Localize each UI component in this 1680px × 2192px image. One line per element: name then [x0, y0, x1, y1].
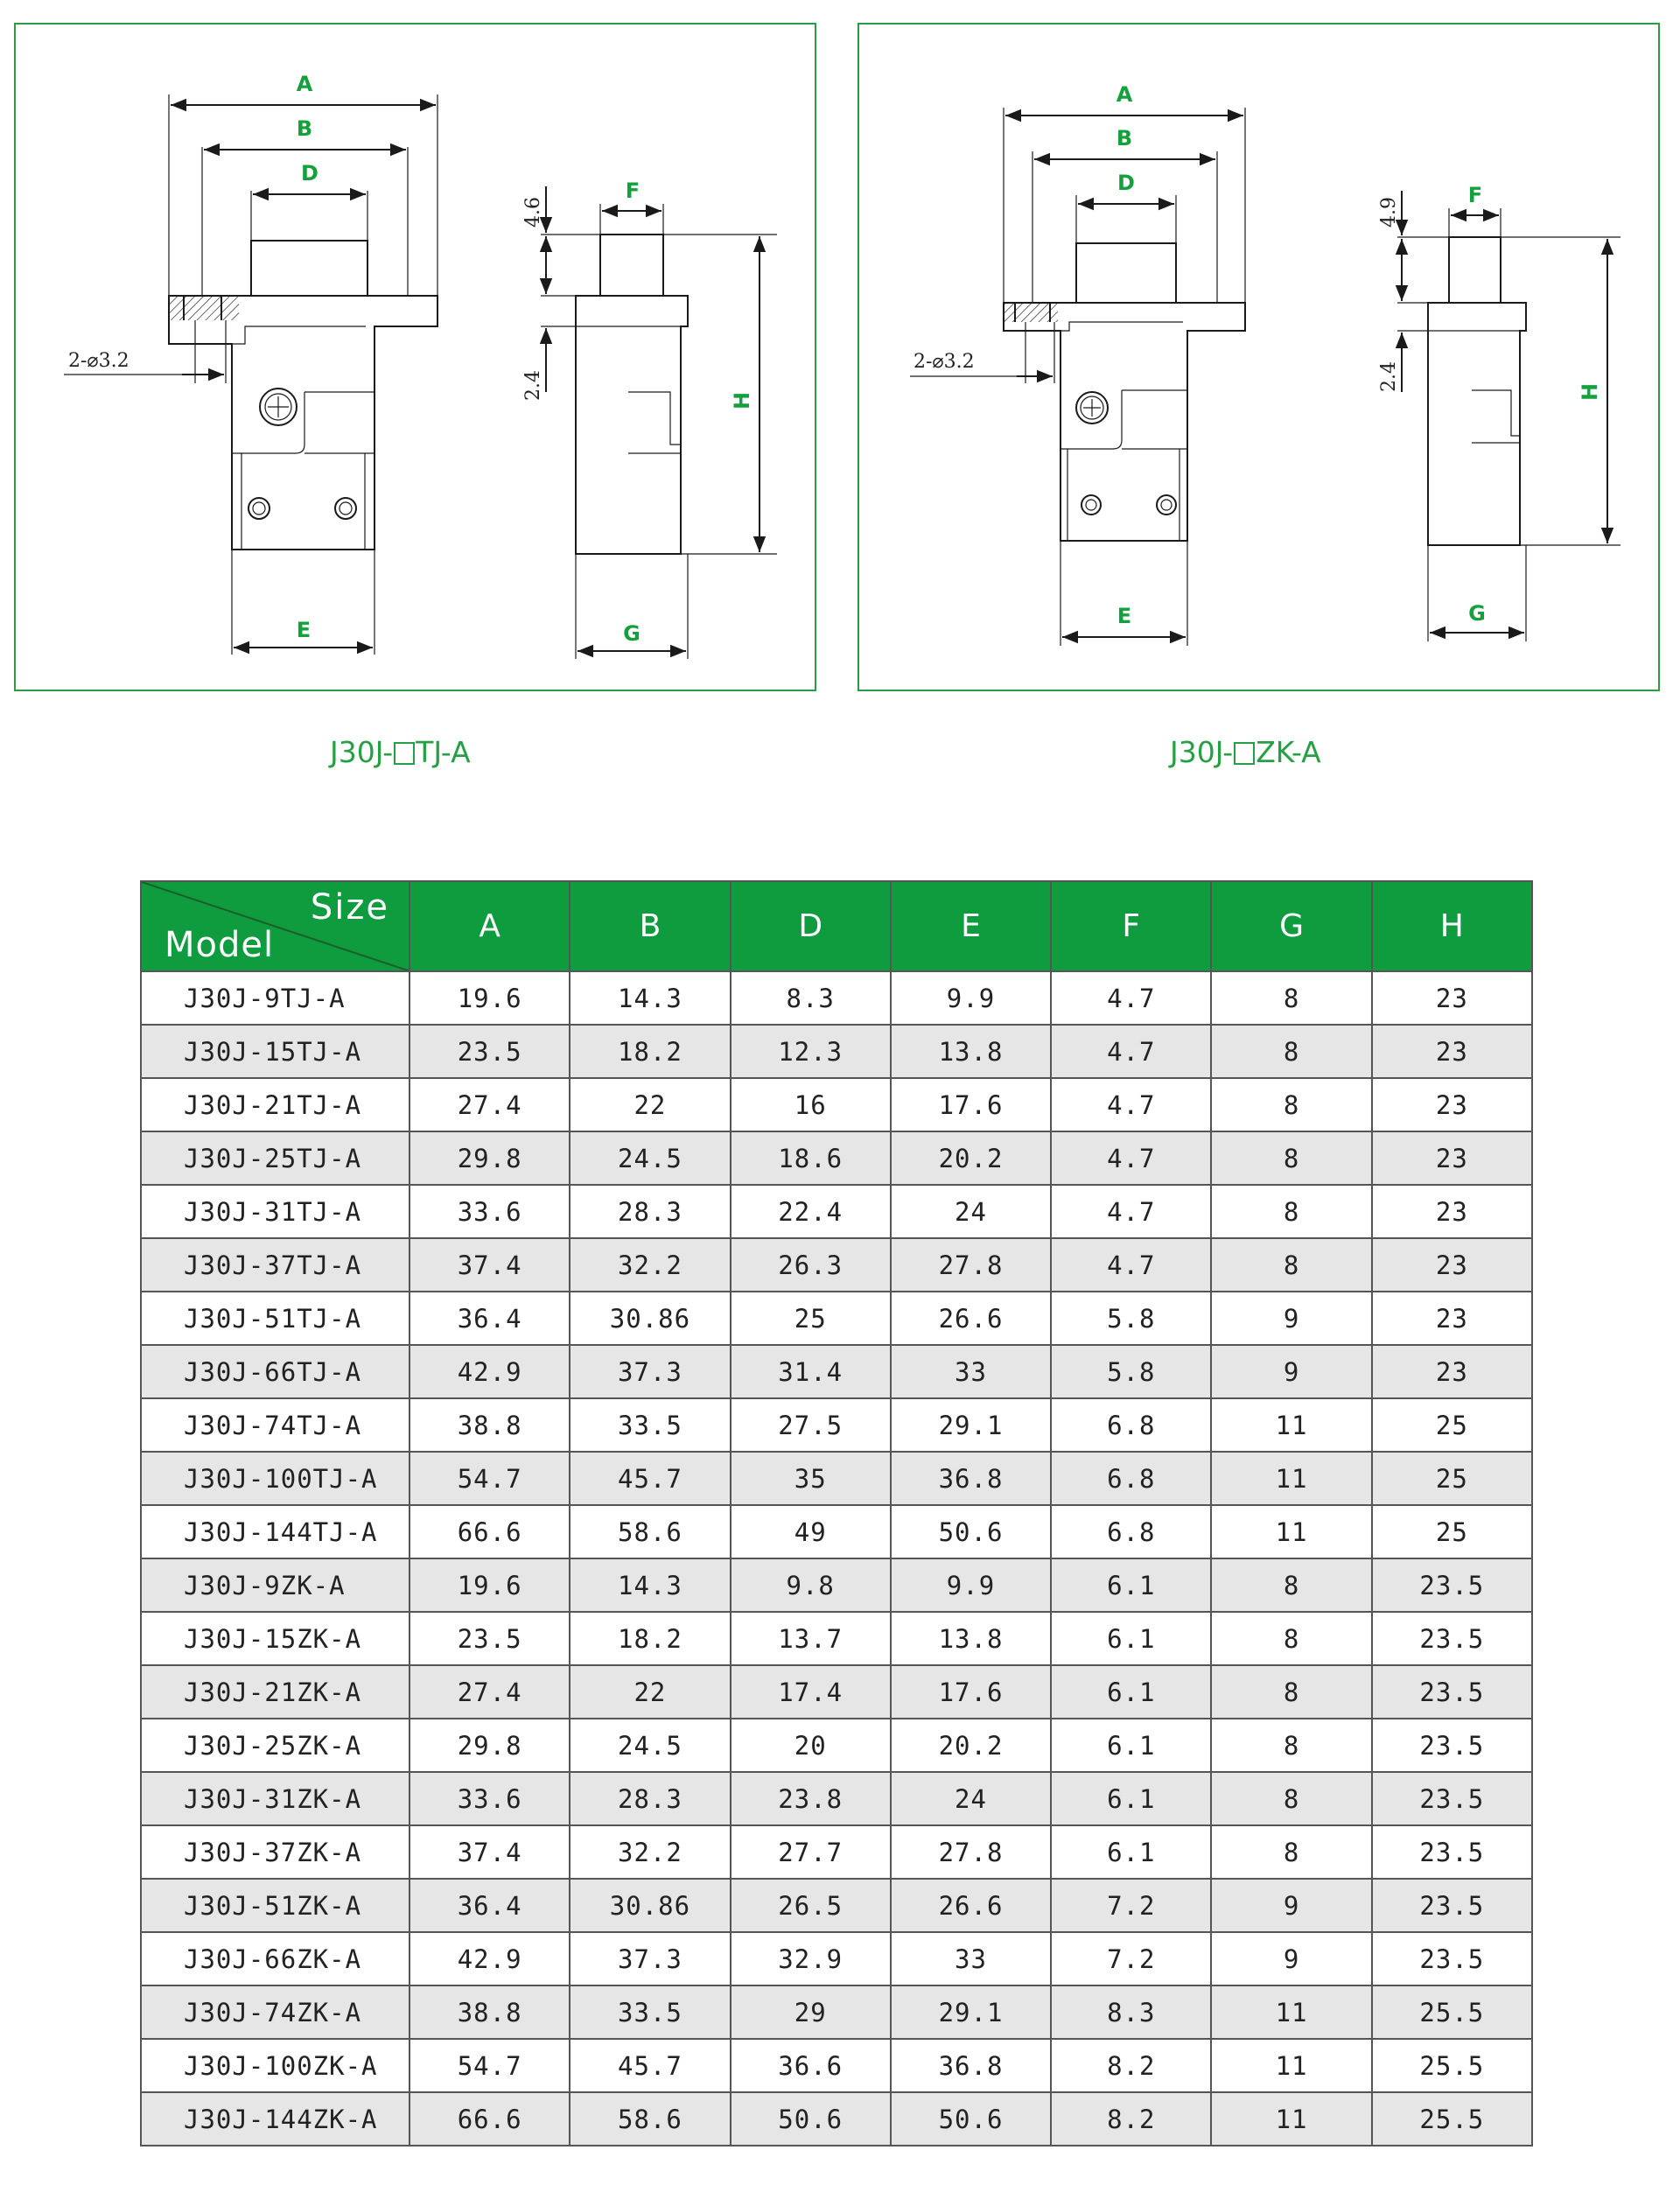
value-cell: 20.2	[891, 1131, 1051, 1185]
value-cell: 50.6	[891, 2092, 1051, 2146]
model-cell: J30J-100ZK-A	[141, 2039, 410, 2092]
table-row	[141, 1612, 1532, 1665]
table-row	[141, 971, 1532, 1025]
value-cell: 8	[1211, 1719, 1371, 1772]
table-row	[141, 1398, 1532, 1452]
model-cell: J30J-9TJ-A	[141, 971, 410, 1025]
value-cell: 6.1	[1051, 1558, 1211, 1612]
value-cell: 54.7	[410, 1452, 570, 1505]
table-row	[141, 1665, 1532, 1719]
value-cell: 25	[1372, 1398, 1532, 1452]
value-cell: 27.4	[410, 1078, 570, 1131]
value-cell: 23	[1372, 1238, 1532, 1292]
value-cell: 17.6	[891, 1665, 1051, 1719]
dim-label-g: G	[623, 621, 640, 646]
value-cell: 6.1	[1051, 1665, 1211, 1719]
value-cell: 13.7	[731, 1612, 891, 1665]
value-cell: 5.8	[1051, 1345, 1211, 1398]
value-cell: 36.4	[410, 1292, 570, 1345]
placeholder-box-icon	[1234, 742, 1255, 765]
value-cell: 29.8	[410, 1719, 570, 1772]
value-cell: 36.8	[891, 2039, 1051, 2092]
caption-tj-suffix: TJ-A	[416, 735, 471, 769]
value-cell: 8	[1211, 971, 1371, 1025]
value-cell: 4.7	[1051, 1238, 1211, 1292]
corner-size-label: Size	[310, 887, 389, 928]
value-cell: 23.5	[1372, 1825, 1532, 1879]
value-cell: 8.2	[1051, 2039, 1211, 2092]
value-cell: 32.9	[731, 1932, 891, 1985]
value-cell: 5.8	[1051, 1292, 1211, 1345]
value-cell: 25.5	[1372, 2092, 1532, 2146]
model-cell: J30J-66TJ-A	[141, 1345, 410, 1398]
value-cell: 29	[731, 1985, 891, 2039]
value-cell: 22.4	[731, 1185, 891, 1238]
drawing-panel-zk	[858, 23, 1660, 691]
value-cell: 24.5	[570, 1131, 730, 1185]
value-cell: 4.7	[1051, 1078, 1211, 1131]
value-cell: 8	[1211, 1772, 1371, 1825]
value-cell: 25	[1372, 1505, 1532, 1558]
value-cell: 9	[1211, 1345, 1371, 1398]
value-cell: 27.4	[410, 1665, 570, 1719]
caption-zk	[1170, 735, 1321, 769]
corner-model-label: Model	[164, 925, 275, 965]
value-cell: 33	[891, 1932, 1051, 1985]
value-cell: 13.8	[891, 1612, 1051, 1665]
value-cell: 11	[1211, 2092, 1371, 2146]
hole-note: 2-⌀3.2	[914, 351, 975, 373]
column-header: E	[891, 881, 1051, 971]
dim-label-e: E	[296, 618, 312, 642]
value-cell: 23.5	[410, 1612, 570, 1665]
model-cell: J30J-37TJ-A	[141, 1238, 410, 1292]
model-cell: J30J-51ZK-A	[141, 1879, 410, 1932]
dim-label-f: F	[625, 179, 640, 203]
value-cell: 8	[1211, 1131, 1371, 1185]
value-cell: 14.3	[570, 971, 730, 1025]
model-cell: J30J-21TJ-A	[141, 1078, 410, 1131]
value-cell: 36.8	[891, 1452, 1051, 1505]
column-header: D	[731, 881, 891, 971]
size-table	[140, 880, 1533, 2146]
value-cell: 17.4	[731, 1665, 891, 1719]
value-cell: 28.3	[570, 1185, 730, 1238]
value-cell: 12.3	[731, 1025, 891, 1078]
table-row	[141, 1932, 1532, 1985]
value-cell: 23.5	[1372, 1932, 1532, 1985]
model-cell: J30J-15TJ-A	[141, 1025, 410, 1078]
value-cell: 18.2	[570, 1025, 730, 1078]
value-cell: 25	[731, 1292, 891, 1345]
dim-label-f: F	[1467, 183, 1483, 207]
value-cell: 9	[1211, 1879, 1371, 1932]
value-cell: 25	[1372, 1452, 1532, 1505]
dim-label-h: H	[1578, 382, 1602, 402]
value-cell: 66.6	[410, 1505, 570, 1558]
dim-label-g: G	[1468, 601, 1486, 626]
value-cell: 50.6	[891, 1505, 1051, 1558]
value-cell: 29.8	[410, 1131, 570, 1185]
value-cell: 18.6	[731, 1131, 891, 1185]
value-cell: 8	[1211, 1825, 1371, 1879]
table-row	[141, 1879, 1532, 1932]
dim-label-a: A	[1116, 82, 1133, 107]
value-cell: 36.6	[731, 2039, 891, 2092]
dim-2-4: 2.4	[1378, 361, 1400, 392]
value-cell: 33	[891, 1345, 1051, 1398]
value-cell: 6.1	[1051, 1772, 1211, 1825]
table-body	[141, 971, 1532, 2146]
value-cell: 24	[891, 1772, 1051, 1825]
value-cell: 23.5	[1372, 1558, 1532, 1612]
dim-label-b: B	[1116, 126, 1133, 151]
value-cell: 8.3	[731, 971, 891, 1025]
dim-label-h: H	[730, 391, 754, 410]
value-cell: 4.7	[1051, 1185, 1211, 1238]
value-cell: 9.8	[731, 1558, 891, 1612]
table-row	[141, 1078, 1532, 1131]
value-cell: 20	[731, 1719, 891, 1772]
column-header: A	[410, 881, 570, 971]
column-header: G	[1211, 881, 1371, 971]
value-cell: 23.5	[410, 1025, 570, 1078]
caption-zk-prefix: J30J-	[1170, 735, 1234, 769]
placeholder-box-icon	[394, 742, 415, 765]
model-cell: J30J-100TJ-A	[141, 1452, 410, 1505]
zk-technical-drawing	[859, 25, 1662, 693]
value-cell: 33.5	[570, 1398, 730, 1452]
value-cell: 11	[1211, 1985, 1371, 2039]
table-row	[141, 2039, 1532, 2092]
value-cell: 24.5	[570, 1719, 730, 1772]
value-cell: 24	[891, 1185, 1051, 1238]
dim-2-4: 2.4	[522, 370, 544, 401]
value-cell: 9.9	[891, 1558, 1051, 1612]
value-cell: 33.5	[570, 1985, 730, 2039]
value-cell: 8	[1211, 1558, 1371, 1612]
value-cell: 66.6	[410, 2092, 570, 2146]
value-cell: 33.6	[410, 1772, 570, 1825]
value-cell: 26.5	[731, 1879, 891, 1932]
value-cell: 27.7	[731, 1825, 891, 1879]
table-row	[141, 1185, 1532, 1238]
value-cell: 30.86	[570, 1879, 730, 1932]
dim-label-a: A	[296, 72, 313, 96]
model-cell: J30J-25ZK-A	[141, 1719, 410, 1772]
value-cell: 13.8	[891, 1025, 1051, 1078]
hole-note: 2-⌀3.2	[68, 350, 130, 372]
value-cell: 37.3	[570, 1932, 730, 1985]
value-cell: 11	[1211, 1452, 1371, 1505]
model-cell: J30J-9ZK-A	[141, 1558, 410, 1612]
table-row	[141, 1985, 1532, 2039]
value-cell: 45.7	[570, 2039, 730, 2092]
value-cell: 35	[731, 1452, 891, 1505]
value-cell: 58.6	[570, 1505, 730, 1558]
value-cell: 37.4	[410, 1825, 570, 1879]
value-cell: 25.5	[1372, 1985, 1532, 2039]
table-row	[141, 1505, 1532, 1558]
value-cell: 11	[1211, 1505, 1371, 1558]
value-cell: 22	[570, 1078, 730, 1131]
value-cell: 23	[1372, 1131, 1532, 1185]
value-cell: 23	[1372, 1185, 1532, 1238]
table-row	[141, 1558, 1532, 1612]
model-cell: J30J-144TJ-A	[141, 1505, 410, 1558]
value-cell: 8.3	[1051, 1985, 1211, 2039]
value-cell: 8.2	[1051, 2092, 1211, 2146]
value-cell: 16	[731, 1078, 891, 1131]
value-cell: 50.6	[731, 2092, 891, 2146]
value-cell: 23.5	[1372, 1612, 1532, 1665]
model-cell: J30J-66ZK-A	[141, 1932, 410, 1985]
model-cell: J30J-51TJ-A	[141, 1292, 410, 1345]
value-cell: 37.3	[570, 1345, 730, 1398]
value-cell: 22	[570, 1665, 730, 1719]
table-row	[141, 1719, 1532, 1772]
model-cell: J30J-21ZK-A	[141, 1665, 410, 1719]
value-cell: 11	[1211, 1398, 1371, 1452]
table-header-row	[141, 881, 1532, 971]
value-cell: 23	[1372, 971, 1532, 1025]
value-cell: 49	[731, 1505, 891, 1558]
value-cell: 9	[1211, 1932, 1371, 1985]
value-cell: 26.6	[891, 1292, 1051, 1345]
table-row	[141, 2092, 1532, 2146]
table-row	[141, 1452, 1532, 1505]
model-cell: J30J-31TJ-A	[141, 1185, 410, 1238]
value-cell: 8	[1211, 1078, 1371, 1131]
column-header: B	[570, 881, 730, 971]
value-cell: 26.6	[891, 1879, 1051, 1932]
value-cell: 20.2	[891, 1719, 1051, 1772]
value-cell: 23	[1372, 1025, 1532, 1078]
value-cell: 6.8	[1051, 1398, 1211, 1452]
value-cell: 45.7	[570, 1452, 730, 1505]
value-cell: 25.5	[1372, 2039, 1532, 2092]
dim-label-b: B	[296, 116, 313, 141]
model-cell: J30J-15ZK-A	[141, 1612, 410, 1665]
dim-4-9: 4.9	[1378, 197, 1400, 228]
table-row	[141, 1131, 1532, 1185]
value-cell: 17.6	[891, 1078, 1051, 1131]
value-cell: 7.2	[1051, 1932, 1211, 1985]
model-cell: J30J-74TJ-A	[141, 1398, 410, 1452]
value-cell: 23.8	[731, 1772, 891, 1825]
value-cell: 8	[1211, 1612, 1371, 1665]
value-cell: 6.1	[1051, 1719, 1211, 1772]
column-header: H	[1372, 881, 1532, 971]
value-cell: 4.7	[1051, 971, 1211, 1025]
value-cell: 30.86	[570, 1292, 730, 1345]
value-cell: 18.2	[570, 1612, 730, 1665]
value-cell: 9	[1211, 1292, 1371, 1345]
value-cell: 23	[1372, 1078, 1532, 1131]
tj-technical-drawing	[16, 25, 818, 693]
value-cell: 28.3	[570, 1772, 730, 1825]
dim-4-6: 4.6	[522, 197, 544, 228]
model-cell: J30J-25TJ-A	[141, 1131, 410, 1185]
value-cell: 8	[1211, 1185, 1371, 1238]
dim-label-d: D	[301, 161, 318, 186]
value-cell: 6.1	[1051, 1825, 1211, 1879]
drawing-panel-tj	[14, 23, 816, 691]
table-row	[141, 1345, 1532, 1398]
value-cell: 19.6	[410, 971, 570, 1025]
value-cell: 38.8	[410, 1398, 570, 1452]
value-cell: 27.5	[731, 1398, 891, 1452]
column-header: F	[1051, 881, 1211, 971]
value-cell: 6.1	[1051, 1612, 1211, 1665]
value-cell: 23.5	[1372, 1665, 1532, 1719]
value-cell: 8	[1211, 1025, 1371, 1078]
value-cell: 23.5	[1372, 1719, 1532, 1772]
value-cell: 23.5	[1372, 1772, 1532, 1825]
value-cell: 32.2	[570, 1825, 730, 1879]
table-row	[141, 1025, 1532, 1078]
caption-tj-prefix: J30J-	[330, 735, 394, 769]
value-cell: 23.5	[1372, 1879, 1532, 1932]
value-cell: 31.4	[731, 1345, 891, 1398]
value-cell: 4.7	[1051, 1131, 1211, 1185]
model-cell: J30J-74ZK-A	[141, 1985, 410, 2039]
value-cell: 7.2	[1051, 1879, 1211, 1932]
value-cell: 42.9	[410, 1345, 570, 1398]
value-cell: 4.7	[1051, 1025, 1211, 1078]
caption-zk-suffix: ZK-A	[1256, 735, 1321, 769]
corner-header	[141, 881, 410, 971]
value-cell: 8	[1211, 1665, 1371, 1719]
caption-tj	[330, 735, 471, 769]
value-cell: 58.6	[570, 2092, 730, 2146]
value-cell: 11	[1211, 2039, 1371, 2092]
table-row	[141, 1772, 1532, 1825]
value-cell: 27.8	[891, 1825, 1051, 1879]
value-cell: 29.1	[891, 1398, 1051, 1452]
model-cell: J30J-144ZK-A	[141, 2092, 410, 2146]
value-cell: 8	[1211, 1238, 1371, 1292]
value-cell: 33.6	[410, 1185, 570, 1238]
value-cell: 38.8	[410, 1985, 570, 2039]
value-cell: 6.8	[1051, 1452, 1211, 1505]
dim-label-e: E	[1116, 604, 1132, 628]
value-cell: 37.4	[410, 1238, 570, 1292]
table-row	[141, 1825, 1532, 1879]
value-cell: 6.8	[1051, 1505, 1211, 1558]
value-cell: 23	[1372, 1345, 1532, 1398]
model-cell: J30J-31ZK-A	[141, 1772, 410, 1825]
value-cell: 32.2	[570, 1238, 730, 1292]
value-cell: 29.1	[891, 1985, 1051, 2039]
table-row	[141, 1238, 1532, 1292]
value-cell: 23	[1372, 1292, 1532, 1345]
table-row	[141, 1292, 1532, 1345]
dim-label-d: D	[1117, 171, 1135, 195]
value-cell: 9.9	[891, 971, 1051, 1025]
value-cell: 14.3	[570, 1558, 730, 1612]
value-cell: 54.7	[410, 2039, 570, 2092]
value-cell: 27.8	[891, 1238, 1051, 1292]
value-cell: 19.6	[410, 1558, 570, 1612]
value-cell: 36.4	[410, 1879, 570, 1932]
value-cell: 42.9	[410, 1932, 570, 1985]
value-cell: 26.3	[731, 1238, 891, 1292]
model-cell: J30J-37ZK-A	[141, 1825, 410, 1879]
